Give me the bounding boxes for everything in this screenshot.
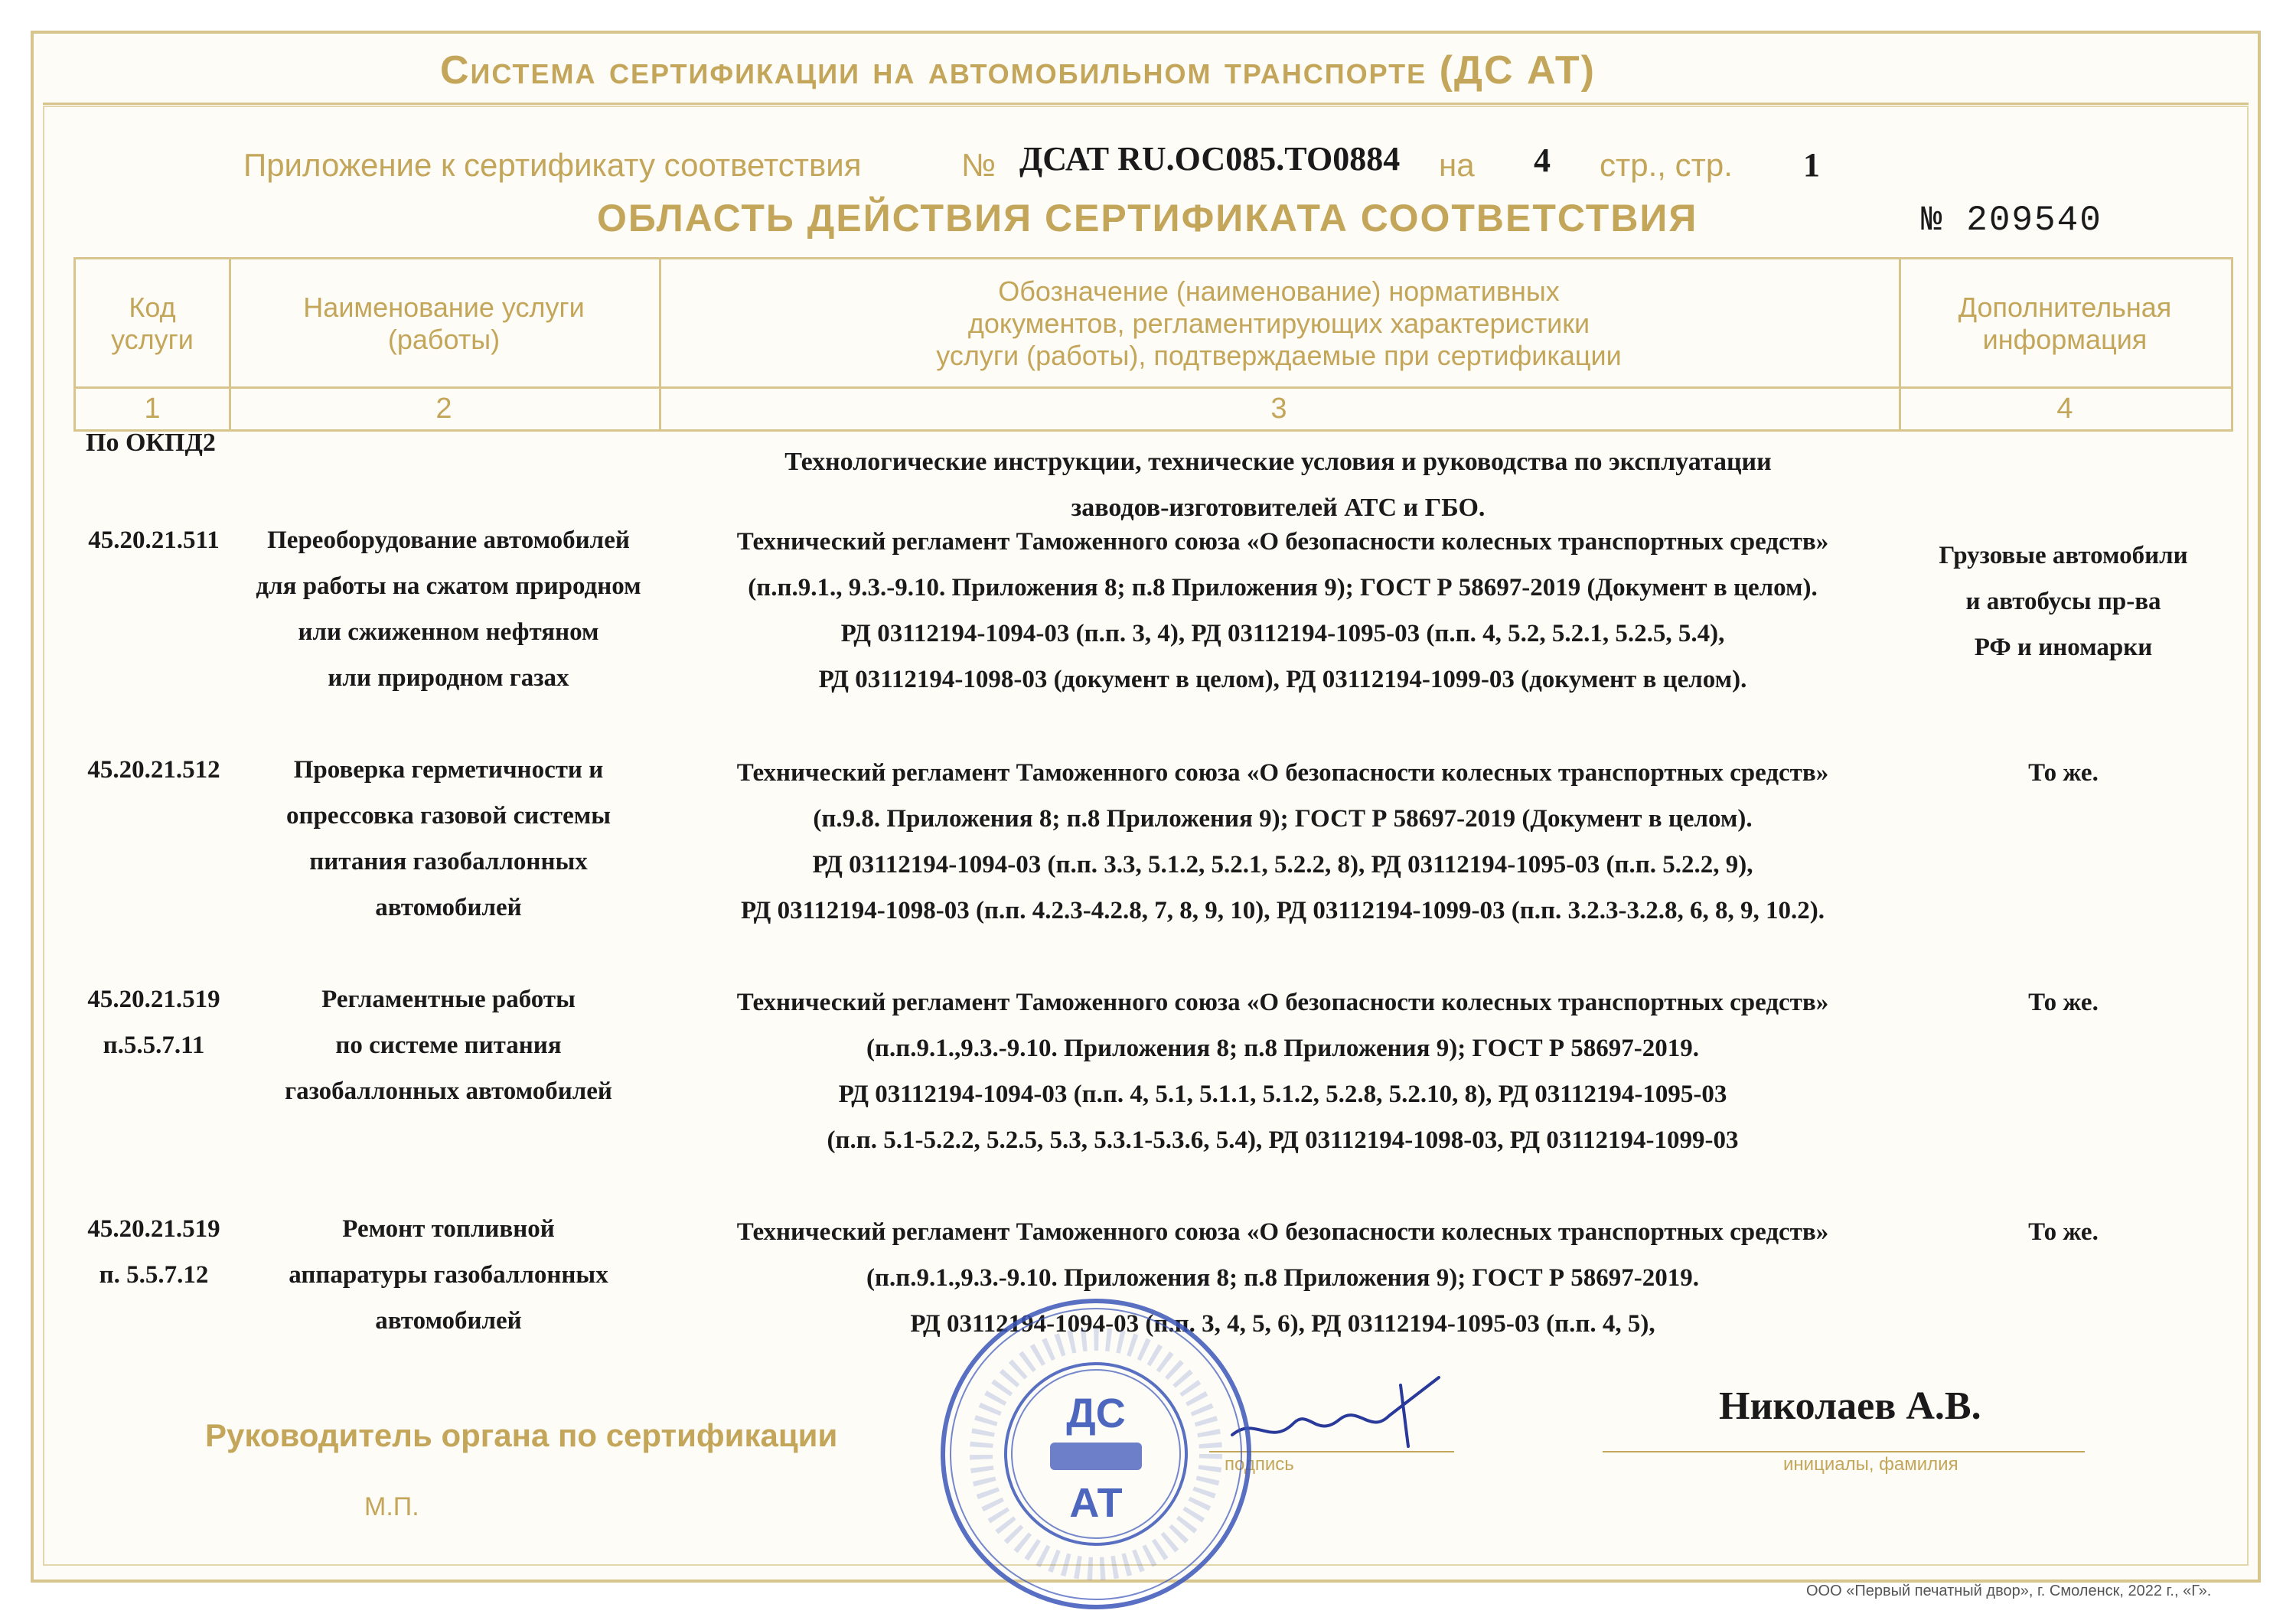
name-caption: инициалы, фамилия — [1783, 1454, 1958, 1475]
service-name-line: Переоборудование автомобилей — [267, 527, 630, 554]
pages-total: 4 — [1534, 142, 1551, 179]
service-docs-line: Технический регламент Таможенного союза «О безопасности колесных транспортных средств» — [736, 528, 1829, 556]
service-docs — [670, 980, 1895, 1163]
scope-title: ОБЛАСТЬ ДЕЙСТВИЯ СЕРТИФИКАТА СООТВЕТСТВИЯ — [597, 197, 1698, 240]
signature-caption: подпись — [1225, 1454, 1294, 1475]
service-code — [73, 747, 234, 793]
service-name-line: опрессовка газовой системы — [286, 802, 611, 830]
column-number-2: 2 — [435, 392, 452, 425]
service-code — [73, 1206, 234, 1298]
appendix-label: Приложение к сертификату соответствия — [243, 147, 862, 183]
service-name-line: автомобилей — [375, 894, 522, 921]
intro-line: заводов-изготовителей АТС и ГБО. — [1071, 494, 1486, 522]
on-label: на — [1439, 147, 1475, 183]
column-header-name-text: Наименование услуги (работы) — [303, 292, 585, 355]
column-header-info-text: Дополнительная информация — [1958, 292, 2172, 355]
column-header-docs-text: Обозначение (наименование) нормативных документов, регламентирующих характеристики услуги (работы), подтверждаемые при сертификации — [936, 275, 1622, 371]
page-current: 1 — [1803, 146, 1820, 184]
service-name-line: аппаратуры газобаллонных — [289, 1261, 608, 1289]
column-header-name — [229, 259, 659, 388]
service-name — [227, 517, 670, 701]
service-docs-line: (п.п.9.1.,9.3.-9.10. Приложения 8; п.8 Приложения 9); ГОСТ Р 58697-2019. — [866, 1264, 1699, 1292]
service-info-line: Грузовые автомобили — [1939, 542, 2188, 569]
service-docs-line: РД 03112194-1094-03 (п.п. 4, 5.1, 5.1.1, 5.1.2, 5.2.8, 5.2.10, 8), РД 03112194-1095-03 — [838, 1081, 1727, 1108]
service-info-line: То же. — [2028, 1218, 2099, 1246]
service-docs-line: РД 03112194-1098-03 (документ в целом), РД 03112194-1099-03 (документ в целом). — [818, 666, 1747, 693]
column-number-1: 1 — [144, 392, 161, 425]
service-docs-line: (п.п.9.1., 9.3.-9.10. Приложения 8; п.8 Приложения 9); ГОСТ Р 58697-2019 (Документ в целом). — [748, 574, 1818, 601]
service-info-line: То же. — [2028, 759, 2099, 787]
service-name-line: Регламентные работы — [321, 986, 576, 1013]
header-divider — [43, 103, 2249, 105]
form-number: № 209540 — [1921, 200, 2102, 240]
header-table — [73, 257, 2233, 432]
service-code-line: 45.20.21.519 — [87, 1215, 220, 1243]
service-docs-line: (п.п. 5.1-5.2.2, 5.2.5, 5.3, 5.3.1-5.3.6, 5.4), РД 03112194-1098-03, РД 03112194-1099-03 — [827, 1126, 1739, 1154]
service-name-line: автомобилей — [375, 1307, 522, 1335]
head-of-body-label: Руководитель органа по сертификации — [205, 1417, 838, 1453]
service-docs-line: Технический регламент Таможенного союза «О безопасности колесных транспортных средств» — [736, 989, 1829, 1016]
service-docs-line: Технический регламент Таможенного союза «О безопасности колесных транспортных средств» — [736, 759, 1829, 787]
column-header-info — [1899, 259, 2231, 388]
column-number-4: 4 — [2056, 392, 2073, 425]
signature-scribble — [1225, 1362, 1454, 1462]
service-code-line: п. 5.5.7.12 — [99, 1261, 209, 1289]
service-code-line: 45.20.21.511 — [88, 527, 220, 554]
service-docs-line: РД 03112194-1094-03 (п.п. 3, 4, 5, 6), РД 03112194-1095-03 (п.п. 4, 5), — [910, 1310, 1655, 1338]
intro-text — [666, 439, 1890, 531]
service-info — [1895, 750, 2232, 796]
service-docs — [670, 1209, 1895, 1347]
pages-label: стр., стр. — [1600, 147, 1733, 183]
service-name-line: газобаллонных автомобилей — [285, 1077, 612, 1105]
column-header-code — [76, 259, 229, 388]
column-number-3: 3 — [1270, 392, 1287, 425]
column-header-docs — [659, 259, 1899, 388]
number-sign: № — [961, 147, 996, 183]
seal-place-label: М.П. — [364, 1492, 419, 1521]
service-docs-line: РД 03112194-1094-03 (п.п. 3, 4), РД 03112194-1095-03 (п.п. 4, 5.2, 5.2.1, 5.2.5, 5.4), — [840, 620, 1725, 647]
service-docs-line: (п.п.9.1.,9.3.-9.10. Приложения 8; п.8 Приложения 9); ГОСТ Р 58697-2019. — [866, 1035, 1699, 1062]
service-info-line: и автобусы пр-ва — [1965, 588, 2161, 615]
service-name-line: по системе питания — [335, 1032, 562, 1059]
stamp-top-text: ДС — [1066, 1390, 1126, 1436]
service-name — [227, 976, 670, 1114]
printer-info: ООО «Первый печатный двор», г. Смоленск, 2022 г., «Г». — [1806, 1583, 2212, 1599]
service-name-line: для работы на сжатом природном — [256, 572, 641, 600]
system-title: Система сертификации на автомобильном транспорте (ДС АТ) — [439, 48, 1596, 93]
name-line — [1603, 1451, 2085, 1452]
official-stamp — [935, 1293, 1257, 1615]
service-name — [227, 1206, 670, 1344]
service-info-line: То же. — [2028, 989, 2099, 1016]
service-docs-line: Технический регламент Таможенного союза «О безопасности колесных транспортных средств» — [736, 1218, 1829, 1246]
service-code — [73, 517, 234, 563]
certificate-number: ДСАТ RU.ОС085.ТО0884 — [1019, 140, 1401, 178]
service-info — [1895, 980, 2232, 1025]
service-info — [1895, 533, 2232, 670]
service-docs-line: РД 03112194-1098-03 (п.п. 4.2.3-4.2.8, 7, 8, 9, 10), РД 03112194-1099-03 (п.п. 3.2.3-3.2.8, 6, 8, 9, 10.2). — [741, 897, 1825, 924]
service-name — [227, 747, 670, 931]
service-code-line: 45.20.21.512 — [87, 756, 220, 784]
service-code-line: п.5.5.7.11 — [103, 1032, 205, 1059]
signatory-name: Николаев А.В. — [1719, 1384, 1981, 1428]
service-info-line: РФ и иномарки — [1974, 634, 2153, 661]
service-name-line: Ремонт топливной — [342, 1215, 555, 1243]
stamp-bottom-text: АТ — [1069, 1480, 1123, 1526]
service-code — [73, 976, 234, 1068]
service-name-line: питания газобаллонных — [309, 848, 588, 875]
service-name-line: или сжиженном нефтяном — [298, 618, 599, 646]
service-name-line: или природном газах — [328, 664, 569, 692]
okpd-label: По ОКПД2 — [86, 429, 216, 457]
column-header-code-text: Код услуги — [111, 292, 194, 355]
service-docs — [670, 519, 1895, 703]
service-docs-line: (п.9.8. Приложения 8; п.8 Приложения 9); ГОСТ Р 58697-2019 (Документ в целом). — [813, 805, 1753, 833]
service-info — [1895, 1209, 2232, 1255]
intro-line: Технологические инструкции, технические условия и руководства по эксплуатации — [784, 448, 1772, 476]
service-docs-line: РД 03112194-1094-03 (п.п. 3.3, 5.1.2, 5.2.1, 5.2.2, 8), РД 03112194-1095-03 (п.п. 5.2.2, 9), — [812, 851, 1753, 879]
service-name-line: Проверка герметичности и — [293, 756, 604, 784]
service-docs — [670, 750, 1895, 934]
service-code-line: 45.20.21.519 — [87, 986, 220, 1013]
